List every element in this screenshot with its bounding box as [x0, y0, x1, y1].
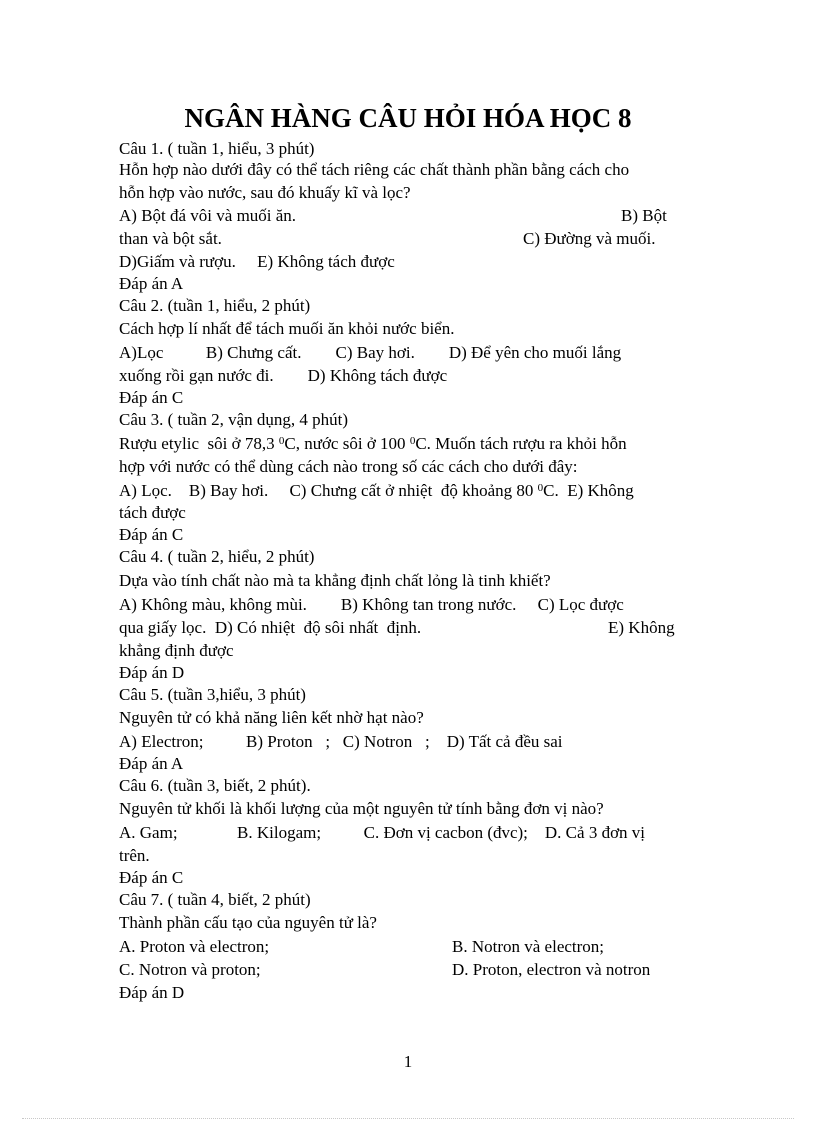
superscript: 0: [278, 435, 285, 447]
question-text: hợp với nước có thể dùng cách nào trong số các cách cho dưới đây:: [119, 457, 578, 476]
page-title: NGÂN HÀNG CÂU HỎI HÓA HỌC 8: [184, 103, 632, 133]
option-text: trên.: [119, 846, 150, 865]
option-text: D. Proton, electron và notron: [452, 960, 651, 979]
question-header: Câu 6. (tuần 3, biết, 2 phút).: [119, 776, 311, 795]
option-text: B) Bột: [621, 206, 667, 225]
superscript: 0: [537, 482, 544, 494]
option-text: D)Giấm và rượu. E) Không tách được: [119, 252, 395, 271]
option-text: C) Đường và muối.: [523, 229, 656, 248]
superscript: 0: [409, 435, 416, 447]
question-header: Câu 7. ( tuần 4, biết, 2 phút): [119, 890, 311, 909]
answer-text: Đáp án D: [119, 663, 185, 682]
option-text: A) Electron; B) Proton ; C) Notron ; D) Tất cả đều sai: [119, 732, 563, 751]
page-number: 1: [403, 1052, 413, 1071]
question-text: Hỗn hợp nào dưới đây có thể tách riêng các chất thành phần bằng cách cho: [119, 160, 630, 179]
question-text: Thành phần cấu tạo của nguyên tử là?: [119, 913, 377, 932]
option-text: A) Lọc. B) Bay hơi. C) Chưng cất ở nhiệt độ khoảng 80 $^0$C. E) Không: [119, 481, 634, 500]
question-header: Câu 2. (tuần 1, hiểu, 2 phút): [119, 296, 311, 315]
question-text: Nguyên tử có khả năng liên kết nhờ hạt nào?: [119, 708, 424, 727]
question-text: Nguyên tử khối là khối lượng của một nguyên tử tính bằng đơn vị nào?: [119, 799, 604, 818]
option-text: khẳng định được: [119, 641, 234, 660]
answer-text: Đáp án A: [119, 754, 184, 773]
option-text: qua giấy lọc. D) Có nhiệt độ sôi nhất định.: [119, 618, 422, 637]
question-header: Câu 5. (tuần 3,hiểu, 3 phút): [119, 685, 306, 704]
answer-text: Đáp án C: [119, 868, 184, 887]
answer-text: Đáp án A: [119, 274, 184, 293]
answer-text: Đáp án D: [119, 983, 185, 1002]
option-text: A)Lọc B) Chưng cất. C) Bay hơi. D) Để yên cho muối lắng: [119, 343, 622, 362]
option-text: than và bột sắt.: [119, 229, 222, 248]
option-text: C. Notron và proton;: [119, 960, 261, 979]
option-text: A. Gam; B. Kilogam; C. Đơn vị cacbon (đvc); D. Cả 3 đơn vị: [119, 823, 646, 842]
page-bottom-divider: [22, 1118, 794, 1119]
answer-text: Đáp án C: [119, 388, 184, 407]
question-header: Câu 1. ( tuần 1, hiểu, 3 phút): [119, 139, 315, 158]
question-header: Câu 4. ( tuần 2, hiểu, 2 phút): [119, 547, 315, 566]
answer-text: Đáp án C: [119, 525, 184, 544]
option-text: tách được: [119, 503, 186, 522]
option-text: E) Không: [608, 618, 675, 637]
question-text: Rượu etylic sôi ở 78,3 $^0$C, nước sôi ở 100 $^0$C. Muốn tách rượu ra khỏi hỗn: [119, 434, 627, 453]
option-text: A. Proton và electron;: [119, 937, 270, 956]
option-text: xuống rồi gạn nước đi. D) Không tách được: [119, 366, 448, 385]
question-header: Câu 3. ( tuần 2, vận dụng, 4 phút): [119, 410, 348, 429]
question-text: Cách hợp lí nhất để tách muối ăn khỏi nước biển.: [119, 319, 455, 338]
option-text: A) Bột đá vôi và muối ăn.: [119, 206, 297, 225]
question-text: hỗn hợp vào nước, sau đó khuấy kĩ và lọc?: [119, 183, 411, 202]
option-text: A) Không màu, không mùi. B) Không tan trong nước. C) Lọc được: [119, 595, 624, 614]
option-text: B. Notron và electron;: [452, 937, 605, 956]
question-text: Dựa vào tính chất nào mà ta khẳng định chất lỏng là tinh khiết?: [119, 571, 551, 590]
